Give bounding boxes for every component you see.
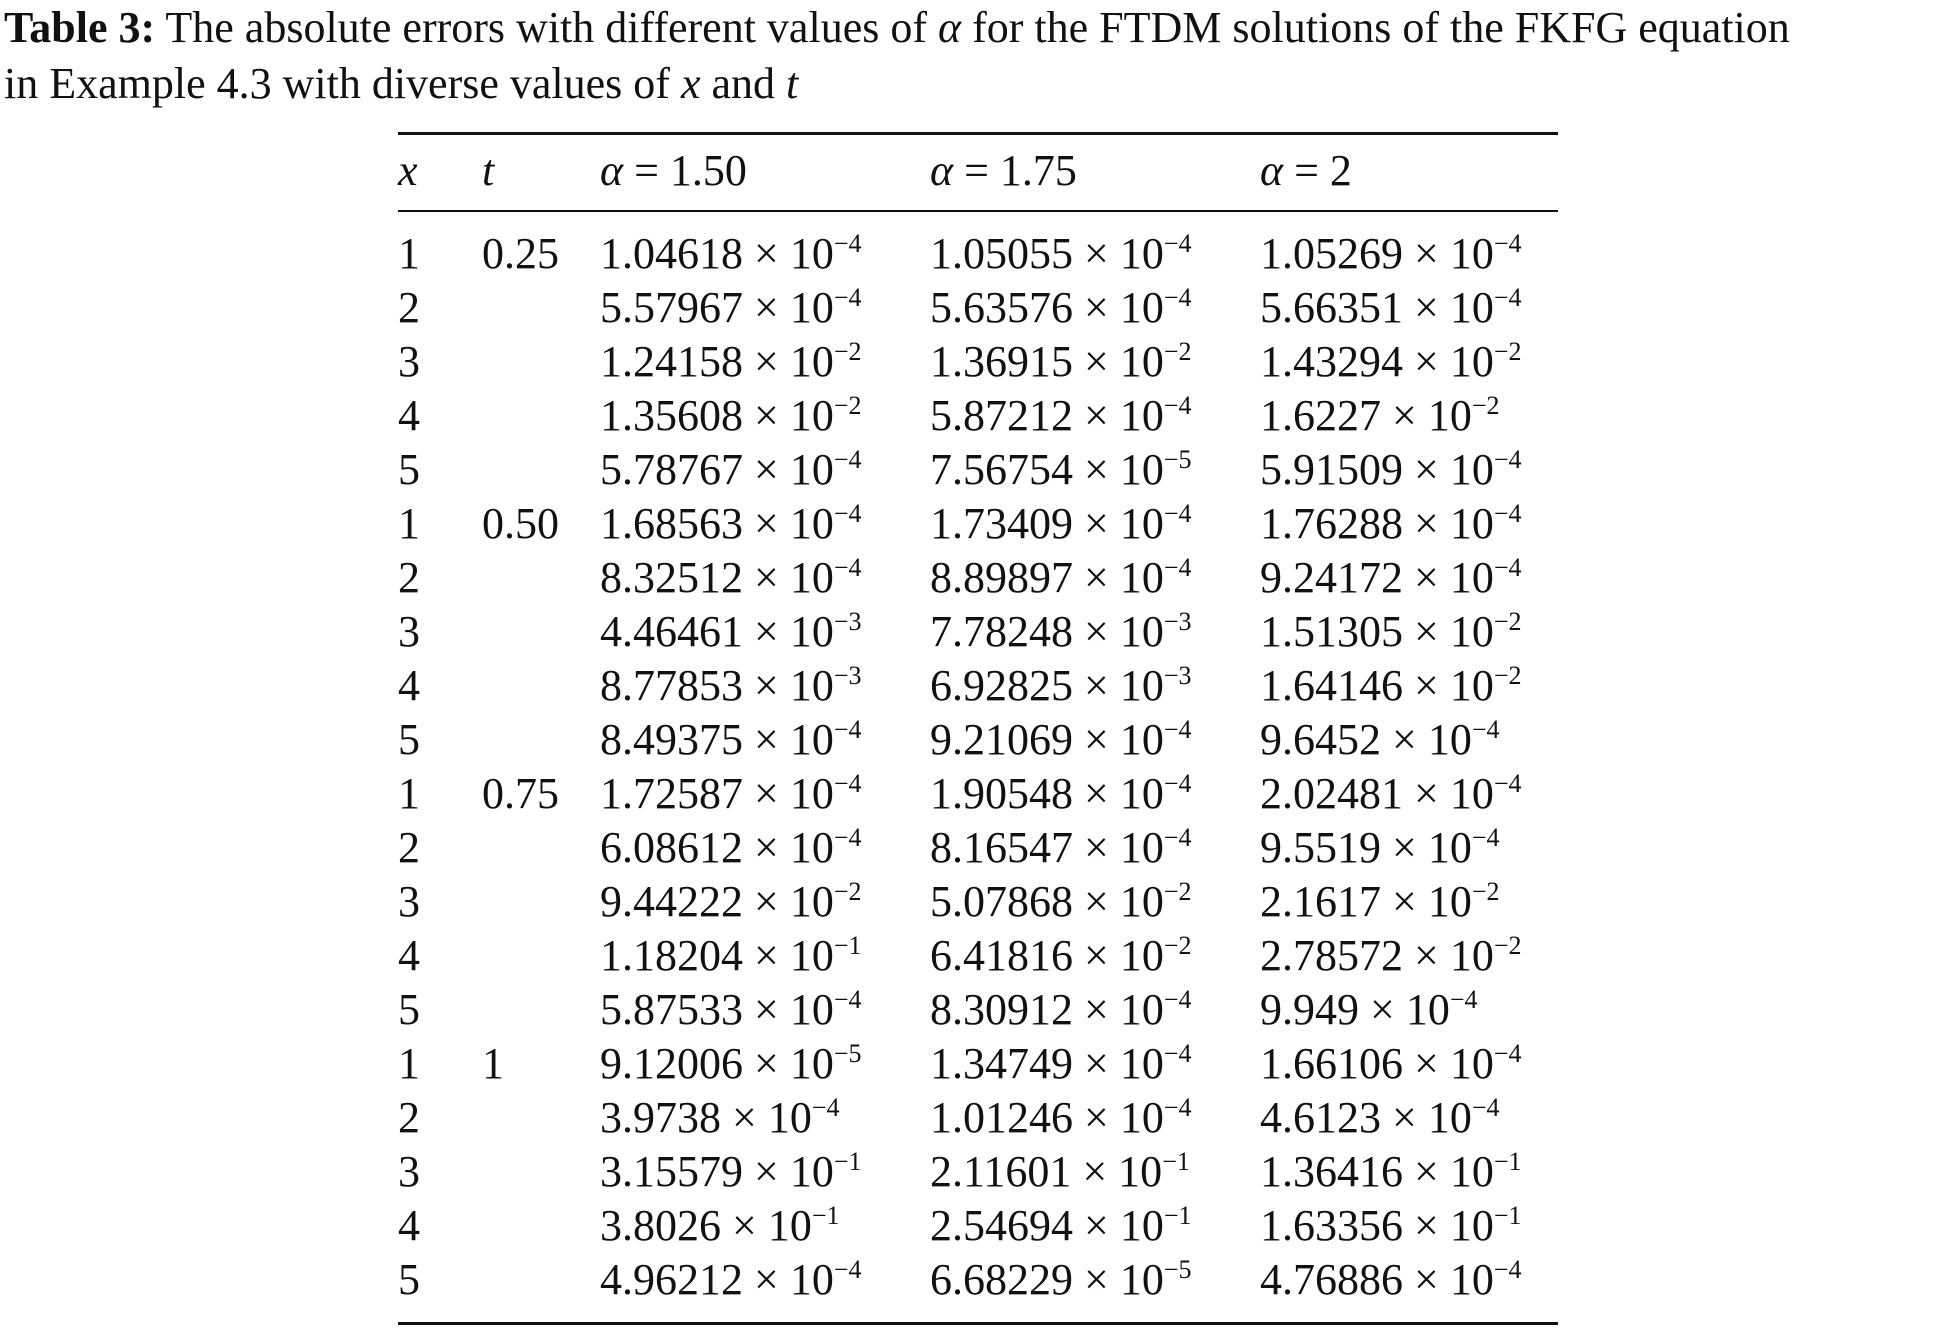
cell-alpha-175	[930, 821, 1192, 875]
cell-x: 4	[398, 1201, 420, 1250]
cell-alpha-150-exponent: −1	[833, 931, 862, 960]
cell-alpha-150-mantissa: 1.18204 × 10	[600, 931, 834, 980]
cell-alpha-175-mantissa: 2.11601 × 10	[930, 1147, 1163, 1196]
table-row	[398, 605, 1558, 659]
cell-alpha-2	[1260, 1145, 1522, 1199]
cell-alpha-175-mantissa: 5.87212 × 10	[930, 391, 1164, 440]
cell-alpha-175-mantissa: 7.78248 × 10	[930, 607, 1164, 656]
cell-alpha-175-mantissa: 6.68229 × 10	[930, 1255, 1164, 1304]
cell-alpha-150-exponent: −4	[811, 1093, 840, 1122]
cell-x: 3	[398, 337, 420, 386]
cell-alpha-150-mantissa: 8.32512 × 10	[600, 553, 834, 602]
cell-alpha-2	[1260, 929, 1522, 983]
cell-alpha-150-mantissa: 3.9738 × 10	[600, 1093, 812, 1142]
cell-x: 2	[398, 553, 420, 602]
cell-alpha-150-exponent: −3	[833, 607, 862, 636]
cell-x: 1	[398, 769, 420, 818]
caption-text-2: for the FTDM solutions of the FKFG equation	[961, 3, 1790, 52]
header-alpha-150-sym: α	[600, 146, 624, 195]
cell-alpha-2	[1260, 713, 1500, 767]
cell-x: 4	[398, 391, 420, 440]
caption-alpha: α	[938, 3, 962, 52]
cell-alpha-2-mantissa: 5.66351 × 10	[1260, 283, 1494, 332]
cell-t: 0.50	[482, 499, 559, 548]
cell-alpha-150-exponent: −4	[833, 283, 862, 312]
cell-alpha-2-exponent: −4	[1493, 283, 1522, 312]
cell-x: 5	[398, 715, 420, 764]
cell-alpha-150	[600, 1199, 840, 1253]
cell-alpha-150-mantissa: 1.72587 × 10	[600, 769, 834, 818]
cell-alpha-2-mantissa: 1.63356 × 10	[1260, 1201, 1494, 1250]
cell-alpha-150-mantissa: 3.8026 × 10	[600, 1201, 812, 1250]
cell-alpha-175-exponent: −4	[1163, 1039, 1192, 1068]
caption-x-var: x	[680, 59, 701, 108]
cell-alpha-2-mantissa: 9.949 × 10	[1260, 985, 1450, 1034]
cell-alpha-150-exponent: −4	[833, 715, 862, 744]
cell-x: 5	[398, 445, 420, 494]
cell-alpha-175-mantissa: 7.56754 × 10	[930, 445, 1164, 494]
cell-alpha-175	[930, 443, 1192, 497]
table-row	[398, 1145, 1558, 1199]
cell-alpha-150-mantissa: 5.78767 × 10	[600, 445, 834, 494]
cell-alpha-2-exponent: −4	[1493, 1255, 1522, 1284]
cell-alpha-150-exponent: −4	[833, 823, 862, 852]
cell-alpha-175	[930, 659, 1192, 713]
cell-alpha-2-exponent: −4	[1493, 553, 1522, 582]
cell-x: 2	[398, 1093, 420, 1142]
cell-alpha-175	[930, 389, 1192, 443]
cell-alpha-150	[600, 1037, 862, 1091]
cell-alpha-2-exponent: −4	[1493, 229, 1522, 258]
header-alpha-2	[1260, 142, 1352, 200]
cell-alpha-2-mantissa: 9.6452 × 10	[1260, 715, 1472, 764]
cell-alpha-175-mantissa: 8.89897 × 10	[930, 553, 1164, 602]
cell-alpha-175-mantissa: 8.16547 × 10	[930, 823, 1164, 872]
cell-x: 5	[398, 985, 420, 1034]
cell-alpha-150-mantissa: 4.46461 × 10	[600, 607, 834, 656]
cell-alpha-2-exponent: −4	[1493, 1039, 1522, 1068]
cell-alpha-150-exponent: −5	[833, 1039, 862, 1068]
table-header-rule	[398, 210, 1558, 212]
cell-alpha-175-mantissa: 1.05055 × 10	[930, 229, 1164, 278]
cell-alpha-175	[930, 713, 1192, 767]
cell-alpha-175-exponent: −4	[1163, 1093, 1192, 1122]
cell-alpha-175-exponent: −4	[1163, 553, 1192, 582]
cell-alpha-150-mantissa: 1.24158 × 10	[600, 337, 834, 386]
cell-alpha-150	[600, 875, 862, 929]
cell-alpha-150-exponent: −3	[833, 661, 862, 690]
cell-alpha-150-mantissa: 3.15579 × 10	[600, 1147, 834, 1196]
cell-alpha-175	[930, 1199, 1192, 1253]
cell-alpha-175-exponent: −4	[1163, 823, 1192, 852]
cell-alpha-2-mantissa: 1.51305 × 10	[1260, 607, 1494, 656]
cell-alpha-150	[600, 335, 862, 389]
cell-alpha-150-exponent: −4	[833, 445, 862, 474]
header-x: x	[398, 146, 418, 195]
cell-alpha-2	[1260, 983, 1478, 1037]
cell-alpha-150-exponent: −4	[833, 769, 862, 798]
cell-alpha-2-exponent: −4	[1471, 715, 1500, 744]
cell-t: 0.75	[482, 769, 559, 818]
cell-x: 3	[398, 877, 420, 926]
cell-alpha-150	[600, 1091, 840, 1145]
cell-alpha-150-mantissa: 1.04618 × 10	[600, 229, 834, 278]
cell-alpha-2	[1260, 1037, 1522, 1091]
cell-alpha-2-exponent: −2	[1493, 661, 1522, 690]
cell-alpha-175-mantissa: 6.92825 × 10	[930, 661, 1164, 710]
cell-alpha-2-mantissa: 9.5519 × 10	[1260, 823, 1472, 872]
cell-x: 2	[398, 283, 420, 332]
cell-alpha-175-mantissa: 1.90548 × 10	[930, 769, 1164, 818]
cell-alpha-150-mantissa: 1.68563 × 10	[600, 499, 834, 548]
cell-alpha-150	[600, 821, 862, 875]
cell-alpha-150-exponent: −4	[833, 499, 862, 528]
cell-alpha-175	[930, 983, 1192, 1037]
cell-alpha-150-exponent: −4	[833, 553, 862, 582]
cell-alpha-175-mantissa: 8.30912 × 10	[930, 985, 1164, 1034]
cell-alpha-2	[1260, 281, 1522, 335]
cell-alpha-2	[1260, 1199, 1522, 1253]
cell-alpha-150-exponent: −1	[811, 1201, 840, 1230]
cell-x: 5	[398, 1255, 420, 1304]
cell-alpha-2-exponent: −4	[1471, 823, 1500, 852]
cell-alpha-2	[1260, 497, 1522, 551]
table-row	[398, 767, 1558, 821]
cell-alpha-150-mantissa: 1.35608 × 10	[600, 391, 834, 440]
header-alpha-175	[930, 142, 1077, 200]
header-t: t	[482, 146, 495, 195]
cell-alpha-150	[600, 713, 862, 767]
cell-alpha-2-mantissa: 1.76288 × 10	[1260, 499, 1494, 548]
cell-alpha-150-mantissa: 4.96212 × 10	[600, 1255, 834, 1304]
table-row	[398, 659, 1558, 713]
cell-alpha-175-exponent: −4	[1163, 715, 1192, 744]
cell-alpha-175	[930, 605, 1192, 659]
cell-alpha-150	[600, 389, 862, 443]
cell-alpha-175-exponent: −4	[1163, 499, 1192, 528]
cell-alpha-2	[1260, 767, 1522, 821]
cell-alpha-150-exponent: −2	[833, 337, 862, 366]
cell-alpha-150-exponent: −2	[833, 391, 862, 420]
cell-alpha-175	[930, 281, 1192, 335]
cell-x: 2	[398, 823, 420, 872]
cell-alpha-175-mantissa: 2.54694 × 10	[930, 1201, 1164, 1250]
cell-alpha-175-mantissa: 5.63576 × 10	[930, 283, 1164, 332]
cell-t: 1	[482, 1039, 504, 1088]
table-row	[398, 551, 1558, 605]
cell-alpha-175-exponent: −1	[1162, 1147, 1190, 1176]
table-row	[398, 1253, 1558, 1307]
cell-alpha-150	[600, 497, 862, 551]
cell-alpha-2-mantissa: 1.66106 × 10	[1260, 1039, 1494, 1088]
cell-alpha-2-mantissa: 1.64146 × 10	[1260, 661, 1494, 710]
cell-alpha-150-exponent: −2	[833, 877, 862, 906]
cell-x: 3	[398, 607, 420, 656]
cell-alpha-2-mantissa: 4.76886 × 10	[1260, 1255, 1494, 1304]
cell-alpha-175-exponent: −5	[1163, 445, 1192, 474]
cell-alpha-175-exponent: −4	[1163, 985, 1192, 1014]
caption-label: Table 3:	[4, 3, 156, 52]
header-alpha-2-sym: α	[1260, 146, 1284, 195]
cell-alpha-175	[930, 875, 1192, 929]
cell-alpha-2-exponent: −2	[1471, 391, 1500, 420]
table-row	[398, 281, 1558, 335]
cell-x: 3	[398, 1147, 420, 1196]
cell-alpha-175	[930, 551, 1192, 605]
cell-alpha-150-mantissa: 9.44222 × 10	[600, 877, 834, 926]
caption-line-1	[4, 0, 1950, 56]
cell-alpha-2-exponent: −4	[1493, 445, 1522, 474]
cell-x: 4	[398, 661, 420, 710]
cell-alpha-150	[600, 605, 862, 659]
cell-alpha-2-mantissa: 1.6227 × 10	[1260, 391, 1472, 440]
cell-alpha-150-mantissa: 9.12006 × 10	[600, 1039, 834, 1088]
cell-alpha-150	[600, 767, 862, 821]
header-alpha-2-val: = 2	[1283, 146, 1352, 195]
cell-alpha-2-mantissa: 1.43294 × 10	[1260, 337, 1494, 386]
cell-alpha-175-exponent: −4	[1163, 391, 1192, 420]
cell-alpha-2	[1260, 1091, 1500, 1145]
cell-alpha-175-exponent: −3	[1163, 607, 1192, 636]
table-row	[398, 713, 1558, 767]
cell-alpha-175	[930, 1253, 1192, 1307]
table-caption	[4, 0, 1950, 112]
table-header-row	[398, 142, 1558, 200]
cell-alpha-2-mantissa: 2.1617 × 10	[1260, 877, 1472, 926]
cell-alpha-150-exponent: −4	[833, 985, 862, 1014]
cell-alpha-150	[600, 551, 862, 605]
table-row	[398, 1091, 1558, 1145]
cell-alpha-150	[600, 983, 862, 1037]
cell-alpha-150-exponent: −4	[833, 229, 862, 258]
cell-alpha-150	[600, 929, 862, 983]
cell-alpha-175-exponent: −2	[1163, 931, 1192, 960]
cell-alpha-150	[600, 281, 862, 335]
cell-alpha-2-mantissa: 2.78572 × 10	[1260, 931, 1494, 980]
cell-alpha-150-mantissa: 5.87533 × 10	[600, 985, 834, 1034]
caption-text-1: The absolute errors with different values of	[155, 3, 938, 52]
cell-alpha-175-mantissa: 6.41816 × 10	[930, 931, 1164, 980]
cell-alpha-175	[930, 929, 1192, 983]
cell-alpha-2	[1260, 551, 1522, 605]
table-row	[398, 983, 1558, 1037]
cell-x: 4	[398, 931, 420, 980]
cell-alpha-175-exponent: −4	[1163, 283, 1192, 312]
cell-alpha-2-mantissa: 4.6123 × 10	[1260, 1093, 1472, 1142]
cell-alpha-175-exponent: −1	[1163, 1201, 1192, 1230]
cell-alpha-2-exponent: −2	[1493, 607, 1522, 636]
cell-alpha-2-exponent: −4	[1449, 985, 1478, 1014]
cell-alpha-2-mantissa: 2.02481 × 10	[1260, 769, 1494, 818]
cell-alpha-2-exponent: −2	[1471, 877, 1500, 906]
cell-alpha-150	[600, 659, 862, 713]
cell-alpha-175-exponent: −5	[1163, 1255, 1192, 1284]
cell-alpha-2-exponent: −4	[1493, 769, 1522, 798]
table-row	[398, 929, 1558, 983]
cell-alpha-175-mantissa: 1.34749 × 10	[930, 1039, 1164, 1088]
cell-alpha-175-exponent: −4	[1163, 769, 1192, 798]
cell-alpha-2-mantissa: 1.05269 × 10	[1260, 229, 1494, 278]
cell-alpha-2-exponent: −1	[1493, 1201, 1522, 1230]
cell-alpha-2-exponent: −2	[1493, 337, 1522, 366]
cell-alpha-150	[600, 1145, 862, 1199]
cell-alpha-175	[930, 227, 1192, 281]
cell-alpha-2	[1260, 227, 1522, 281]
cell-alpha-175-mantissa: 1.73409 × 10	[930, 499, 1164, 548]
header-alpha-175-val: = 1.75	[953, 146, 1077, 195]
cell-alpha-2	[1260, 389, 1500, 443]
table-bottom-rule	[398, 1322, 1558, 1325]
cell-alpha-150-mantissa: 8.77853 × 10	[600, 661, 834, 710]
header-alpha-150-val: = 1.50	[623, 146, 747, 195]
cell-alpha-2	[1260, 1253, 1522, 1307]
cell-x: 1	[398, 1039, 420, 1088]
table-row	[398, 227, 1558, 281]
table-row	[398, 335, 1558, 389]
cell-alpha-2	[1260, 335, 1522, 389]
cell-alpha-150-mantissa: 6.08612 × 10	[600, 823, 834, 872]
cell-alpha-2-exponent: −2	[1493, 931, 1522, 960]
table-row	[398, 389, 1558, 443]
cell-t: 0.25	[482, 229, 559, 278]
cell-alpha-175-exponent: −3	[1163, 661, 1192, 690]
caption-t-var: t	[786, 59, 799, 108]
table-row	[398, 1199, 1558, 1253]
table-row	[398, 443, 1558, 497]
cell-x: 1	[398, 499, 420, 548]
cell-alpha-175-mantissa: 5.07868 × 10	[930, 877, 1164, 926]
cell-alpha-175-mantissa: 1.01246 × 10	[930, 1093, 1164, 1142]
cell-alpha-175-mantissa: 1.36915 × 10	[930, 337, 1164, 386]
cell-alpha-175	[930, 1145, 1190, 1199]
caption-line-2	[4, 56, 1950, 112]
cell-alpha-2	[1260, 443, 1522, 497]
cell-alpha-175-exponent: −4	[1163, 229, 1192, 258]
cell-alpha-175-mantissa: 9.21069 × 10	[930, 715, 1164, 764]
table-row	[398, 875, 1558, 929]
cell-alpha-175	[930, 767, 1192, 821]
cell-alpha-175-exponent: −2	[1163, 337, 1192, 366]
cell-alpha-2-exponent: −4	[1493, 499, 1522, 528]
cell-alpha-175	[930, 1037, 1192, 1091]
cell-alpha-2	[1260, 875, 1500, 929]
cell-alpha-150	[600, 443, 862, 497]
cell-x: 1	[398, 229, 420, 278]
cell-alpha-2-mantissa: 9.24172 × 10	[1260, 553, 1494, 602]
header-alpha-175-sym: α	[930, 146, 954, 195]
table-row	[398, 1037, 1558, 1091]
cell-alpha-2-mantissa: 5.91509 × 10	[1260, 445, 1494, 494]
cell-alpha-175-exponent: −2	[1163, 877, 1192, 906]
cell-alpha-2	[1260, 821, 1500, 875]
cell-alpha-150-mantissa: 8.49375 × 10	[600, 715, 834, 764]
header-alpha-150	[600, 142, 747, 200]
cell-alpha-150	[600, 227, 862, 281]
cell-alpha-2	[1260, 605, 1522, 659]
cell-alpha-150-exponent: −1	[833, 1147, 862, 1176]
table-row	[398, 497, 1558, 551]
cell-alpha-2-mantissa: 1.36416 × 10	[1260, 1147, 1494, 1196]
cell-alpha-2	[1260, 659, 1522, 713]
cell-alpha-2-exponent: −4	[1471, 1093, 1500, 1122]
cell-alpha-150-mantissa: 5.57967 × 10	[600, 283, 834, 332]
caption-text-and: and	[700, 59, 787, 108]
cell-alpha-175	[930, 1091, 1192, 1145]
cell-alpha-2-exponent: −1	[1493, 1147, 1522, 1176]
cell-alpha-175	[930, 335, 1192, 389]
table-top-rule	[398, 132, 1558, 135]
caption-text-3: in Example 4.3 with diverse values of	[4, 59, 681, 108]
cell-alpha-175	[930, 497, 1192, 551]
table-body	[398, 227, 1558, 1307]
cell-alpha-150	[600, 1253, 862, 1307]
table-row	[398, 821, 1558, 875]
cell-alpha-150-exponent: −4	[833, 1255, 862, 1284]
